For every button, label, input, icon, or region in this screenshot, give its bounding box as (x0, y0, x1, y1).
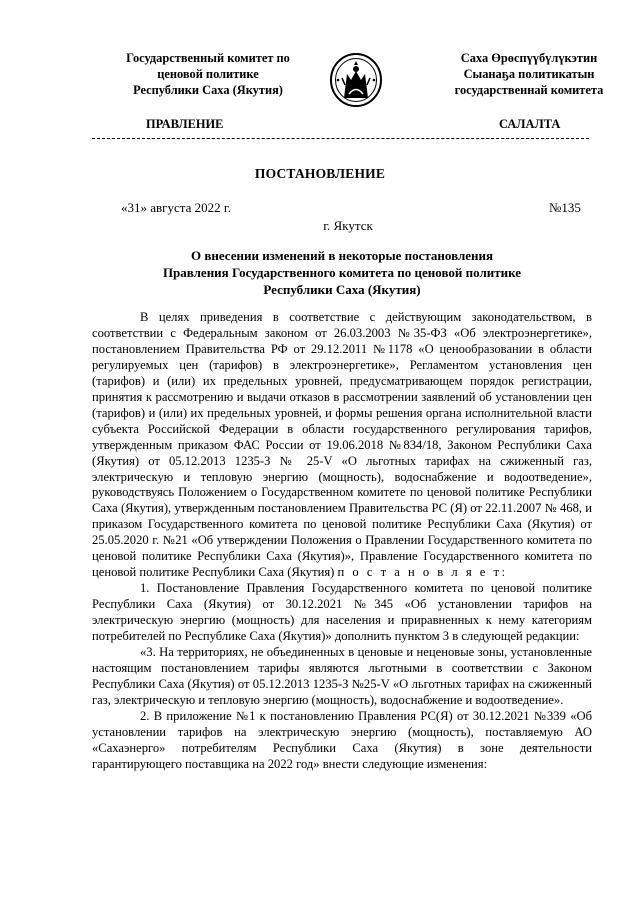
preamble-text: В целях приведения в соответствие с действующим законодательством, в соответствии с Федеральным законом от 26.03.2003 №35-ФЗ «Об электроэнергетике», постановлением Правительства РФ от 29.12.2011 №1178 «О ценообразовании в области регулируемых цен (тарифов) в электроэнергетике», Регламентом установления цен (тарифов) и (или) их предельных уровней, предусматривающем порядок регистрации, принятия к рассмотрению и выдачи отказов в рассмотрении заявлений об установлении цен (тарифов) и (или) их предельных уровней, и формы решения органа исполнительной власти субъекта Российской Федерации в области государственного регулирования тарифов, утвержденным приказом ФАС России от 19.06.2018 №834/18, Законом Республики Саха (Якутия) от 05.12.2013 1235-З № 25-V «О льготных тарифах на сжиженный газ, электрическую и тепловую энергию (мощность), водоснабжение и водоотведение», руководствуясь Положением о Государственном комитете по ценовой политике Республики Саха (Якутия), утвержденным постановлением Правительства РС (Я) от 22.11.2007 № 468, и приказом Государственного комитета по ценовой политике Республики Саха (Якутия) от 25.05.2020 г. №21 «Об утверждении Положения о Правлении Государственного комитета по ценовой политике Республики Саха (Якутия)», Правление Государственного комитета по ценовой политике Республики Саха (Якутия) (92, 310, 592, 580)
header-left-line: Республики Саха (Якутия) (133, 83, 283, 97)
document-number: №135 (549, 200, 581, 215)
preamble-paragraph (92, 310, 592, 581)
header-right-line: Сыанаҕа политикатын (463, 67, 595, 81)
clause-2-paragraph: 2. В приложение №1 к постановлению Правления РС(Я) от 30.12.2021 №339 «Об установлении тарифов на электрическую энергию (мощность), поставляемую АО «Сахаэнерго» потребителям Республики Саха (Якутия) в зоне деятельности гарантирующего поставщика на 2022 год» внести следующие изменения: (92, 708, 592, 771)
board-label-sakha: САЛАЛТА (499, 117, 561, 131)
subject-line: Правления Государственного комитета по ценовой политике (162, 265, 522, 280)
clause-1-quoted-paragraph: «3. На территориях, не объединенных в ценовые и неценовые зоны, установленные настоящим постановлением тарифы являются льготными в соответствии с Законом Республики Саха (Якутия) от 05.12.2013 1235-З №25-V «О льготных тарифах на сжиженный газ, электрическую и тепловую энергию (мощность), водоснабжение и водоотведение». (92, 645, 592, 707)
document-body (92, 310, 592, 773)
header-right-line: государственнай комитета (454, 83, 604, 97)
subject-line: О внесении изменений в некоторые постановления (190, 248, 494, 263)
board-label-ru: ПРАВЛЕНИЕ (146, 117, 224, 131)
header-divider (92, 138, 589, 139)
header-left-line: ценовой политике (157, 67, 259, 81)
document-city: г. Якутск (323, 218, 373, 233)
document-subject (92, 247, 592, 298)
subject-line: Республики Саха (Якутия) (263, 282, 421, 297)
header-right-org (434, 50, 624, 98)
clause-1-paragraph: 1. Постановление Правления Государственного комитета по ценовой политике Республики Саха (Якутия) от 30.12.2021 №345 «Об установлении тарифов на электрическую энергию (мощность) для населения и приравненных к нему категориям потребителей по Республике Саха (Якутия)» дополнить пунктом 3 в следующей редакции: (92, 581, 592, 644)
coat-of-arms-icon (329, 52, 383, 108)
document-date: «31» августа 2022 г. (121, 200, 231, 215)
header-right-line: Саха Өрөспүүбүлүкэтин (460, 51, 598, 65)
resolves-text: п о с т а н о в л я е т: (337, 565, 508, 580)
header-left-org (92, 50, 324, 98)
document-title: ПОСТАНОВЛЕНИЕ (254, 166, 386, 181)
header-left-line: Государственный комитет по (126, 51, 290, 65)
